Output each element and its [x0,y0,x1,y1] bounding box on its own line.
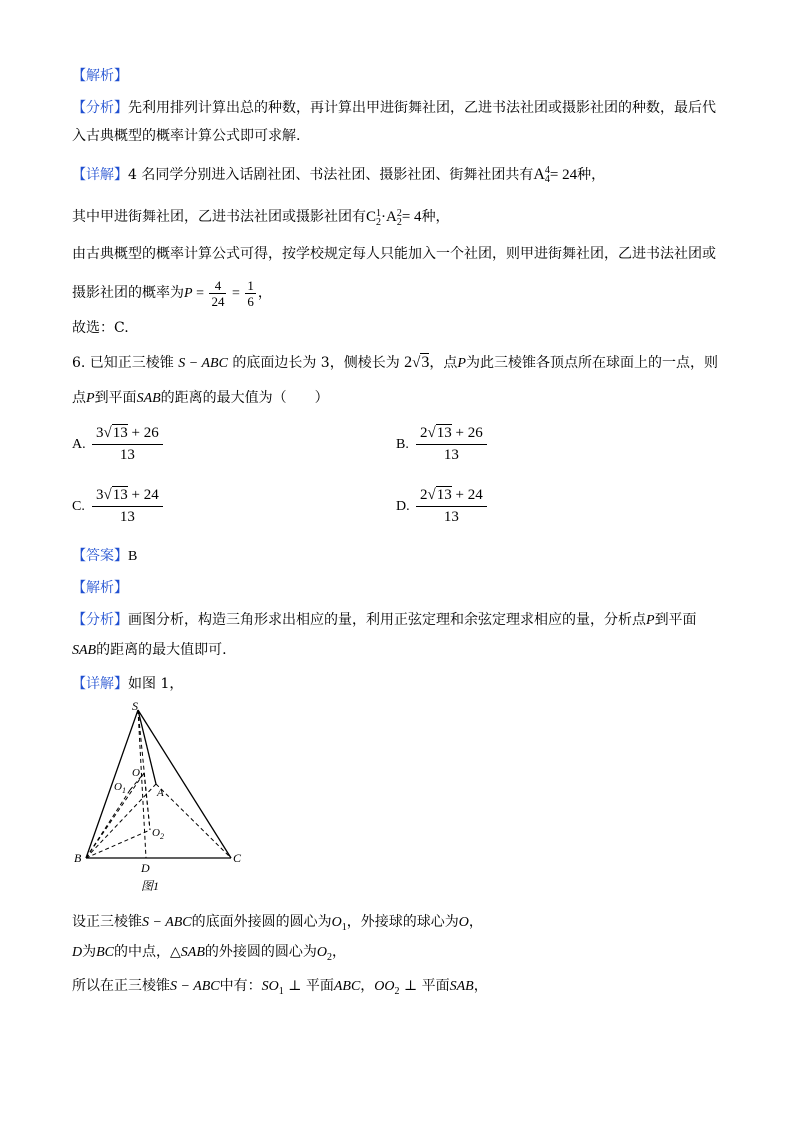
detail-line-3: 由古典概型的概率计算公式可得，按学校规定每人只能加入一个社团，则甲进街舞社团，乙进书法社团或 [72,246,716,262]
q6-line-2: 点P到平面SAB的距离的最大值为（ ） [72,390,329,406]
fig-label-S: S [132,699,138,713]
option-d-value: $\frac{2√13 + 24}{13}$ [416,487,487,526]
option-c-value: $\frac{3√13 + 24}{13}$ [92,487,163,526]
q6-line-1: 6. 已知正三棱锥 S − ABC 的底面边长为 3，侧棱长为 2√3，点P为此三棱锥各顶点所在球面上的一点，则 [72,354,718,371]
detail-end-1: 种， [577,167,606,183]
analysis-tag: 【分析】 [72,100,128,116]
detail-text-2: 其中甲进街舞社团，乙进书法社团或摄影社团有 [72,209,366,225]
fig-label-B: B [74,851,82,865]
figure-caption: 图1 [141,879,160,893]
option-a-value: $\frac{3√13 + 26}{13}$ [92,425,163,464]
option-d-label[interactable]: D. [396,499,410,514]
detail-text-4: 摄影社团的概率为 [72,285,184,301]
detail2-line: 【详解】如图 1， [72,676,184,692]
fraction-1-6: $\frac{1}{6}$ [247,277,254,309]
svg-text:2: 2 [160,832,164,841]
perm-eq-24: = 24 [549,167,578,183]
analysis-text-1: 先利用排列计算出总的种数，再计算出甲进街舞社团，乙进书法社团或摄影社团的种数，最后代 [128,100,716,116]
perm-A44: A 4 4 [533,165,550,186]
svg-text:1: 1 [122,786,126,795]
detail-text-1: 4 名同学分别进入话剧社团、书法社团、摄影社团、街舞社团共有 [128,167,534,183]
fig-label-D: D [141,861,150,875]
answer-value: B [128,549,138,564]
fig-label-O1: O [114,781,122,793]
analysis2-line-2: SAB的距离的最大值即可. [72,642,227,658]
comb-eq-4: = 4 [401,209,422,225]
comb-C21-A22: C 1 2 ·A 2 2 [366,207,402,228]
jiexi-heading: 【解析】 [72,68,128,84]
fig-label-O: O [132,767,140,779]
detail-end-2: 种， [421,209,450,225]
option-c-label[interactable]: C. [72,499,85,514]
option-b-value: $\frac{2√13 + 26}{13}$ [416,425,487,464]
analysis-line-2: 入古典概型的概率计算公式即可求解. [72,128,301,144]
fig-label-A: A [157,787,164,799]
body-line-2: D为BC的中点，△SAB的外接圆的圆心为$O_2$， [72,944,347,963]
choose-c: 故选：C. [72,320,129,336]
option-a-label[interactable]: A. [72,437,86,452]
detail-line-2 [72,207,450,227]
body-line-3: 所以在正三棱锥S − ABC中有：$SO_1$ ⊥ 平面ABC，$OO_2$ ⊥ 平面SAB， [72,978,488,997]
edge-2sqrt3: 2√3 [404,354,430,371]
fraction-4-24: $\frac{4}{24}$ [211,277,225,309]
body-line-1: 设正三棱锥S − ABC的底面外接圆的圆心为$O_1$，外接球的球心为O， [72,914,483,933]
detail-line-4: 摄影社团的概率为P = $\frac{4}{24}$ = $\frac{1}{6}$ ， [72,277,272,309]
analysis-line-1 [72,98,716,118]
option-b-label[interactable]: B. [396,437,409,452]
fig-label-O2: O [152,827,160,839]
analysis2-line-1: 【分析】画图分析，构造三角形求出相应的量，利用正弦定理和余弦定理求相应的量，分析点P到平面 [72,612,697,628]
detail-line-1 [72,165,605,185]
prob-P: P [184,286,193,301]
fig-label-C: C [233,851,242,865]
jiexi-heading-2: 【解析】 [72,580,128,596]
answer-line: 【答案】B [72,548,138,564]
detail-tag: 【详解】 [72,167,128,183]
figure-1-pyramid [66,698,256,898]
